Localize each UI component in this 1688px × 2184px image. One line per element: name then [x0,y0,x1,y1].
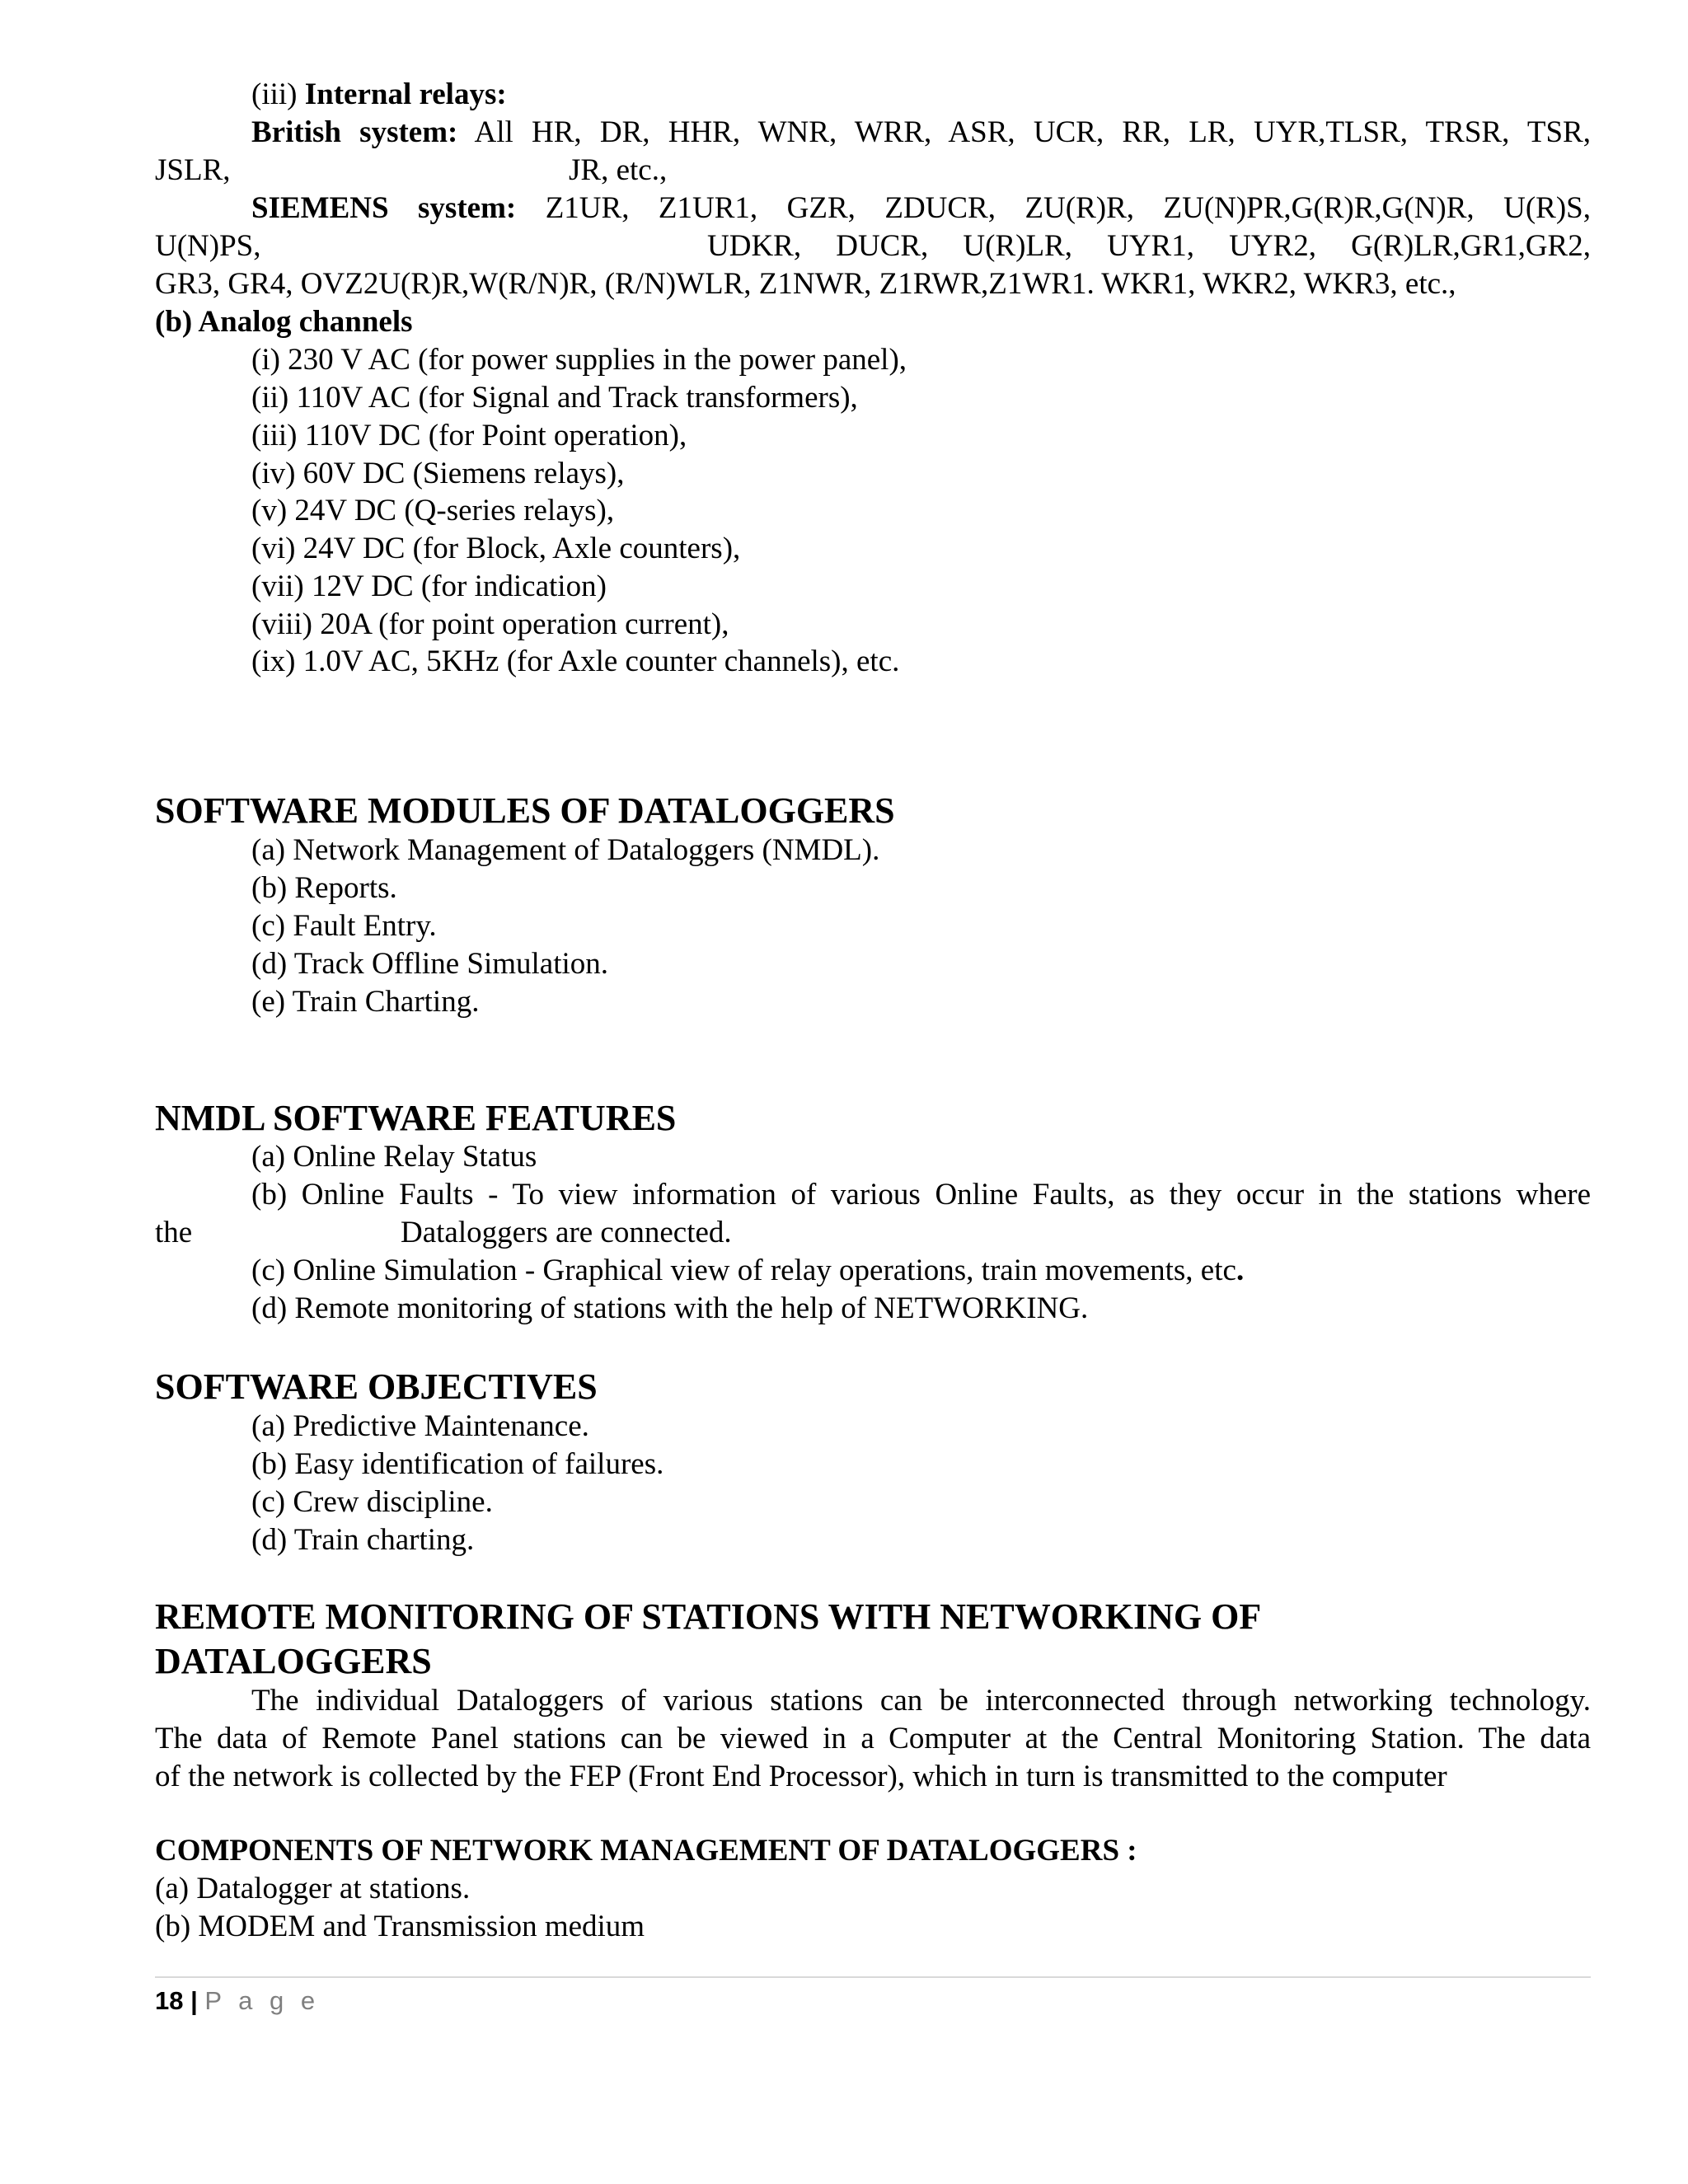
footer-separator: | [183,1986,205,2015]
list-item: (ii) 110V AC (for Signal and Track transformers), [251,381,858,415]
siemens-relay-list-cont: U(N)PS, [155,229,261,263]
list-item: (vii) 12V DC (for indication) [251,569,607,603]
list-item: (a) Network Management of Dataloggers (NMDL). [251,833,880,867]
list-item: (v) 24V DC (Q-series relays), [251,494,615,527]
nmdl-features-heading: NMDL SOFTWARE FEATURES [155,1098,677,1138]
siemens-system-line [251,190,1591,227]
remote-monitoring-heading-cont: DATALOGGERS [155,1641,432,1681]
analog-channels-heading: (b) Analog channels [155,305,413,339]
paragraph-line: The data of Remote Panel stations can be viewed in a Computer at the Central Monitoring Station. The data [155,1722,1591,1755]
list-item: (c) Crew discipline. [251,1485,493,1519]
paragraph-line: The individual Dataloggers of various stations can be interconnected through networking technology. [251,1684,1591,1718]
remote-monitoring-heading: REMOTE MONITORING OF STATIONS WITH NETWORKING OF [155,1596,1262,1637]
internal-relays-heading [251,76,507,114]
british-relay-list: All HR, DR, HHR, WNR, WRR, ASR, UCR, RR, LR, UYR,TLSR, TRSR, TSR, [474,115,1591,149]
software-modules-heading: SOFTWARE MODULES OF DATALOGGERS [155,790,895,831]
list-item: (iv) 60V DC (Siemens relays), [251,457,625,490]
british-system-line [251,114,1591,152]
software-objectives-heading: SOFTWARE OBJECTIVES [155,1366,598,1407]
list-item-period: . [1236,1254,1245,1287]
footer-divider [155,1976,1591,1978]
list-item-cont: Dataloggers are connected. [401,1216,732,1249]
list-item: (a) Online Relay Status [251,1140,537,1174]
page-number: 18 [155,1986,184,2015]
list-item: (iii) 110V DC (for Point operation), [251,419,687,452]
list-item: (vi) 24V DC (for Block, Axle counters), [251,532,741,565]
list-item-cont: the [155,1216,193,1249]
list-item: (d) Remote monitoring of stations with the help of NETWORKING. [251,1291,1089,1325]
page-footer [155,1985,320,2018]
british-relay-list-cont: JSLR, [155,153,231,187]
siemens-system-label: SIEMENS system: [251,191,517,225]
list-marker: (iii) [251,77,305,111]
list-item: (b) MODEM and Transmission medium [155,1910,645,1943]
list-item: (b) Easy identification of failures. [251,1447,664,1481]
paragraph-line: of the network is collected by the FEP (Front End Processor), which in turn is transmitted to the computer [155,1760,1447,1793]
list-item: (d) Track Offline Simulation. [251,947,609,981]
british-system-label: British system: [251,115,458,149]
list-item: (e) Train Charting. [251,985,480,1019]
siemens-relay-list: Z1UR, Z1UR1, GZR, ZDUCR, ZU(R)R, ZU(N)PR,G(R)R,G(N)R, U(R)S, [545,191,1591,225]
british-relay-list-end: JR, etc., [569,153,668,187]
page-label: P a g e [204,1986,321,2015]
list-item: (c) Fault Entry. [251,909,437,943]
list-item: (b) Online Faults - To view information of various Online Faults, as they occur in the stations where [251,1178,1591,1212]
list-item-text: (c) Online Simulation - Graphical view of relay operations, train movements, etc [251,1254,1236,1287]
heading-text: Internal relays: [304,77,507,111]
list-item: (a) Datalogger at stations. [155,1872,471,1905]
siemens-relay-list-end: GR3, GR4, OVZ2U(R)R,W(R/N)R, (R/N)WLR, Z1NWR, Z1RWR,Z1WR1. WKR1, WKR2, WKR3, etc., [155,267,1456,301]
components-heading: COMPONENTS OF NETWORK MANAGEMENT OF DATALOGGERS : [155,1834,1137,1868]
list-item: (b) Reports. [251,871,397,905]
siemens-relay-list-cont2: UDKR, DUCR, U(R)LR, UYR1, UYR2, G(R)LR,GR1,GR2, [707,229,1591,263]
list-item [251,1252,1244,1290]
list-item: (ix) 1.0V AC, 5KHz (for Axle counter channels), etc. [251,644,900,678]
list-item: (d) Train charting. [251,1523,475,1557]
list-item: (viii) 20A (for point operation current), [251,607,729,641]
list-item: (a) Predictive Maintenance. [251,1409,589,1443]
list-item: (i) 230 V AC (for power supplies in the power panel), [251,343,907,377]
